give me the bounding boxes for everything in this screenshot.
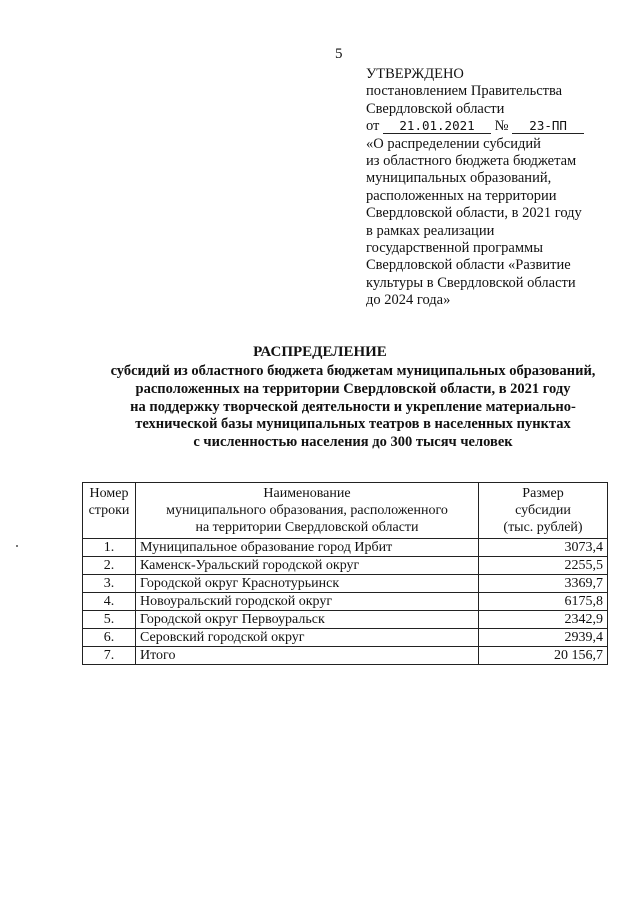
handwritten-date: 21.01.2021 [383, 119, 491, 134]
approval-line: до 2024 года» [366, 292, 451, 309]
row-number: 5. [83, 611, 136, 629]
municipality-name: Муниципальное образование город Ирбит [136, 539, 479, 557]
table-row [83, 539, 608, 557]
approval-block [366, 66, 616, 310]
document-subtitle [0, 363, 640, 452]
approval-heading: УТВЕРЖДЕНО [366, 66, 464, 82]
row-number: 6. [83, 629, 136, 647]
table-row [83, 593, 608, 611]
page-number: 5 [335, 46, 343, 62]
approval-line: постановлением Правительства [366, 83, 563, 100]
subtitle-line: субсидий из областного бюджета бюджетам муниципальных образований, [110, 363, 596, 379]
total-label: Итого [136, 647, 479, 665]
approval-line: культуры в Свердловской области [366, 274, 576, 291]
approval-line: Свердловской области, в 2021 году [366, 205, 582, 222]
approval-line: расположенных на территории [366, 187, 557, 204]
header-row-number: Номер строки [83, 483, 136, 539]
municipality-name: Серовский городской округ [136, 629, 479, 647]
approval-line: из областного бюджета бюджетам [366, 153, 577, 170]
subtitle-line: с численностью населения до 300 тысяч человек [193, 434, 513, 451]
subsidy-amount: 2342,9 [479, 611, 608, 629]
table-total-row [83, 647, 608, 665]
row-number: 2. [83, 557, 136, 575]
table-header-row [83, 483, 608, 539]
date-prefix: от [366, 118, 380, 135]
municipality-name: Каменск-Уральский городской округ [136, 557, 479, 575]
approval-line: муниципальных образований, [366, 170, 552, 187]
subsidy-amount: 3073,4 [479, 539, 608, 557]
municipality-name: Городской округ Краснотурьинск [136, 575, 479, 593]
approval-date-line [366, 118, 616, 135]
approval-line: «О распределении субсидий [366, 135, 541, 152]
row-number: 4. [83, 593, 136, 611]
subsidy-amount: 3369,7 [479, 575, 608, 593]
subtitle-line: на поддержку творческой деятельности и укрепление материально- [130, 398, 576, 415]
row-number: 7. [83, 647, 136, 665]
approval-line: государственной программы [366, 240, 543, 257]
subtitle-line: технической базы муниципальных театров в населенных пунктах [135, 416, 571, 433]
total-amount: 20 156,7 [479, 647, 608, 665]
document-title: РАСПРЕДЕЛЕНИЕ [253, 344, 387, 360]
table-row [83, 629, 608, 647]
handwritten-number: 23-ПП [512, 119, 584, 134]
row-number: 3. [83, 575, 136, 593]
table-row [83, 575, 608, 593]
header-municipality: Наименование муниципального образования, расположенного на территории Свердловской области [136, 483, 479, 539]
table-row [83, 611, 608, 629]
municipality-name: Городской округ Первоуральск [136, 611, 479, 629]
row-number: 1. [83, 539, 136, 557]
distribution-table [82, 482, 608, 665]
subsidy-amount: 2939,4 [479, 629, 608, 647]
subsidy-amount: 2255,5 [479, 557, 608, 575]
subsidy-amount: 6175,8 [479, 593, 608, 611]
approval-line: Свердловской области «Развитие [366, 257, 571, 274]
municipality-name: Новоуральский городской округ [136, 593, 479, 611]
approval-line: в рамках реализации [366, 222, 495, 239]
number-prefix: № [494, 118, 509, 135]
subtitle-line: расположенных на территории Свердловской области, в 2021 году [135, 380, 571, 397]
approval-line: Свердловской области [366, 100, 505, 117]
scan-speck [16, 545, 18, 547]
table-row [83, 557, 608, 575]
header-amount: Размер субсидии (тыс. рублей) [479, 483, 608, 539]
